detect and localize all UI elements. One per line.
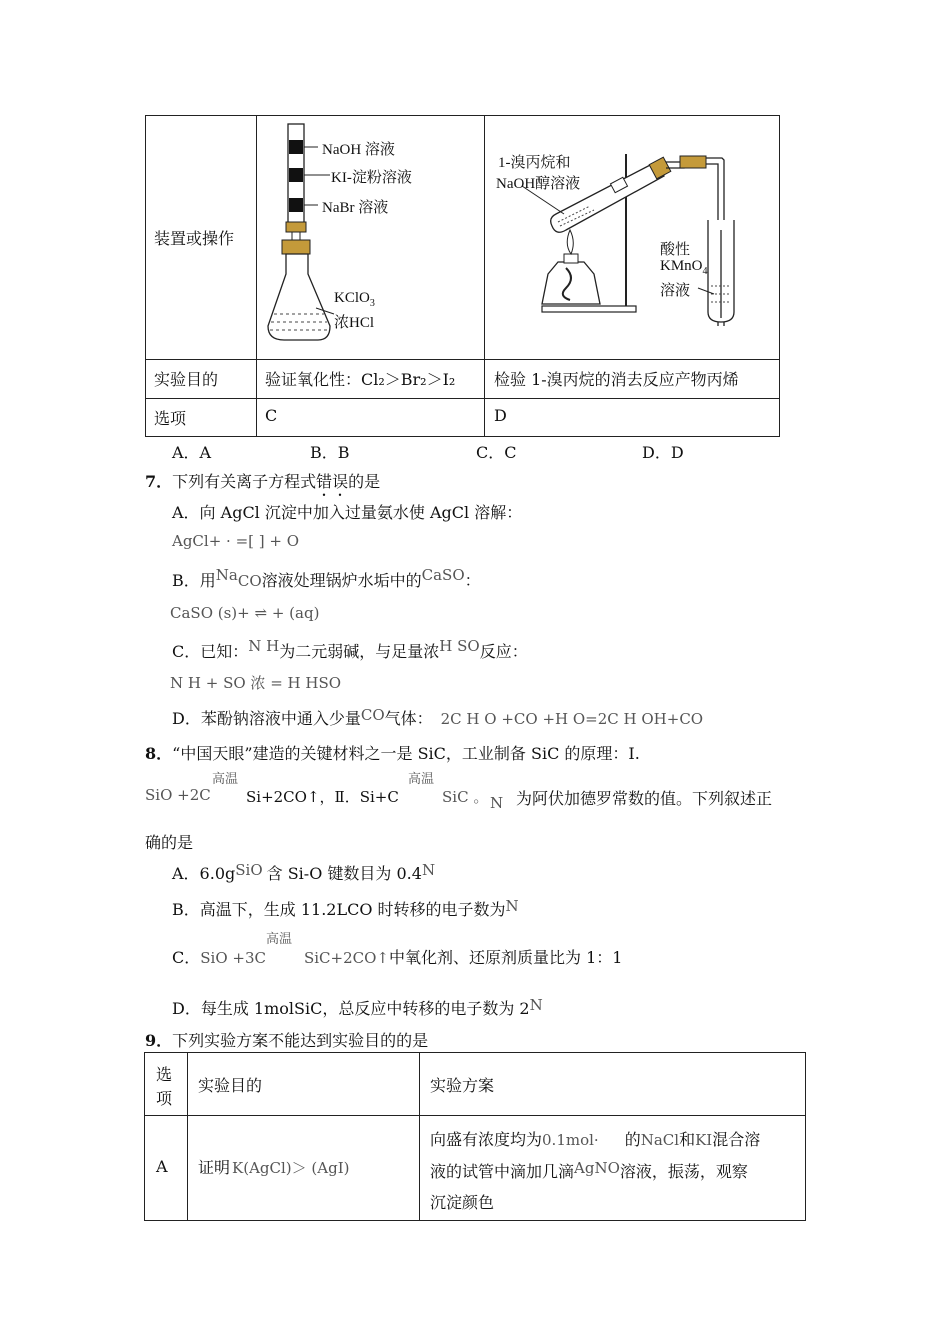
q7-option-b[interactable]: B．用NaCO溶液处理锅炉水垢中的CaSO：	[172, 566, 481, 590]
stopper-upper	[286, 222, 306, 232]
q7-option-c[interactable]: C．已知：N H为二元弱碱，与足量浓H SO反应：	[172, 637, 528, 661]
q7-stem: 7．下列有关离子方程式错误的是	[145, 472, 381, 491]
alcohol-lamp	[542, 262, 600, 304]
q8-reaction-1-left: SiO +2C	[145, 786, 211, 804]
q8-option-a[interactable]: A．6.0gSiO 含 Si-O 键数目为 0.4N	[172, 861, 436, 883]
q9-header-plan: 实验方案	[430, 1076, 495, 1095]
q6-choice-d[interactable]: D．D	[642, 443, 684, 462]
q9-row-a-plan-line3: 沉淀颜色	[430, 1193, 495, 1212]
row-label-option: 选项	[154, 409, 187, 428]
rubber-connector	[680, 156, 706, 168]
label-naoh-alcohol: NaOH醇溶液	[496, 176, 581, 192]
q7-option-b-equation: CaSO (s)+ ⇌ + (aq)	[170, 604, 320, 622]
cotton-band-3	[289, 198, 303, 212]
flame	[567, 230, 573, 254]
label-conc-hcl: 浓HCl	[334, 315, 375, 331]
row-label-apparatus: 装置或操作	[154, 229, 235, 248]
lamp-wick-holder	[564, 254, 578, 263]
q9-stem: 9．下列实验方案不能达到实验目的的是	[145, 1031, 429, 1050]
purpose-c: 验证氧化性：Cl₂＞Br₂＞I₂	[265, 370, 456, 389]
q7-option-d[interactable]: D．苯酚钠溶液中通入少量CO气体： 2C H O +CO +H O=2C H OH+CO	[172, 706, 704, 728]
label-1-bromopropane: 1-溴丙烷和	[498, 155, 571, 171]
q8-option-d[interactable]: D．每生成 1molSiC，总反应中转移的电子数为 2N	[172, 996, 543, 1018]
q7-option-c-equation: N H + SO 浓 = H HSO	[170, 674, 342, 692]
q9-row-a-purpose: 证明 K(AgCl)＞ (AgI)	[198, 1158, 350, 1177]
label-ki-starch: KI-淀粉溶液	[331, 170, 412, 186]
q9-row-a-plan-line1: 向盛有浓度均为0.1mol· 的NaCl和KI混合溶	[430, 1130, 761, 1149]
q8-option-b[interactable]: B．高温下，生成 11.2LCO 时转移的电子数为N	[172, 897, 519, 919]
q9-header-option-1: 选	[156, 1065, 173, 1084]
q9-row-a-plan-line2: 液的试管中滴加几滴AgNO溶液，振荡，观察	[430, 1159, 748, 1181]
purpose-d: 检验 1-溴丙烷的消去反应产物丙烯	[494, 370, 739, 389]
q8-stem: 8．“中国天眼”建造的关键材料之一是 SiC，工业制备 SiC 的原理：Ⅰ.	[145, 744, 640, 763]
q8-reaction-2-right: SiC 。	[442, 788, 489, 806]
q8-stem-end: 为阿伏加德罗常数的值。下列叙述正	[516, 789, 773, 808]
row-label-purpose: 实验目的	[154, 370, 219, 389]
q7-option-a[interactable]: A．向 AgCl 沉淀中加入过量氨水使 AgCl 溶解：	[172, 503, 523, 522]
stand-base	[542, 306, 636, 312]
q9-header-purpose: 实验目的	[198, 1076, 263, 1095]
q8-reaction-1-right: Si+2CO↑，Ⅱ．Si+C	[246, 788, 399, 806]
q8-condition-2: 高温	[408, 772, 435, 787]
label-kmno4: KMnO$_4$	[660, 258, 708, 277]
q8-condition-1: 高温	[212, 772, 239, 787]
cotton-band-2	[289, 168, 303, 182]
label-acidic: 酸性	[660, 242, 691, 258]
q8-option-c[interactable]: C．SiO +3C SiC+2CO↑中氧化剂、还原剂质量比为 1：1	[172, 948, 623, 967]
q8-option-c-condition: 高温	[266, 932, 293, 947]
label-naoh-solution: NaOH 溶液	[322, 142, 395, 158]
q7-option-a-equation: AgCl+ · =[ ] + O	[172, 532, 300, 550]
q6-choice-a[interactable]: A．A	[172, 443, 212, 462]
conical-flask	[268, 254, 330, 340]
q9-row-a-option: A	[156, 1157, 168, 1176]
option-c: C	[265, 406, 278, 425]
q8-stem-line3: 确的是	[145, 833, 194, 852]
label-solution: 溶液	[660, 283, 691, 299]
cotton-band-1	[289, 140, 303, 154]
q6-choice-b[interactable]: B．B	[310, 443, 350, 462]
tube-neck	[292, 232, 300, 240]
label-kclo3: KClO$_3$	[334, 290, 375, 309]
q6-choice-c[interactable]: C．C	[476, 443, 517, 462]
option-d: D	[494, 406, 507, 425]
label-nabr-solution: NaBr 溶液	[322, 200, 389, 216]
q8-avogadro-symbol: N	[490, 794, 504, 812]
stopper-lower	[282, 240, 310, 254]
q9-header-option-2: 项	[156, 1089, 173, 1108]
